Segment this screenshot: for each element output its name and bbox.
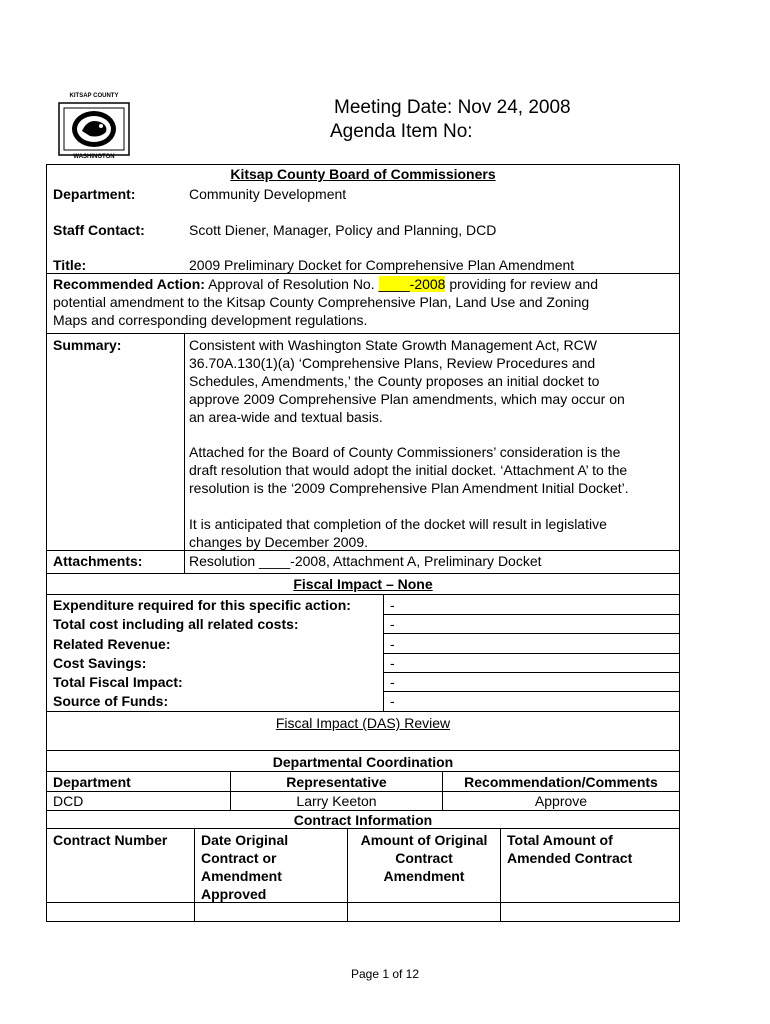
fiscal-impact-title: Fiscal Impact – None <box>293 576 433 592</box>
contract-header-amount-line2: Contract <box>395 850 453 866</box>
fiscal-das-review: Fiscal Impact (DAS) Review <box>275 715 451 731</box>
attachments-value: Resolution ____-2008, Attachment A, Preliminary Docket <box>189 553 542 569</box>
fiscal-row-value: - <box>390 636 395 652</box>
recommended-action-post: providing for review and <box>445 276 598 292</box>
contract-header-date-line3: Amendment <box>201 868 282 884</box>
agenda-item-number: Agenda Item No: <box>330 121 473 142</box>
contract-header-date-line4: Approved <box>201 886 267 902</box>
fiscal-row-value: - <box>390 693 395 709</box>
seal-graphic <box>56 96 132 162</box>
contract-header-amount-line3: Amendment <box>383 868 465 884</box>
fiscal-row-label: Expenditure required for this specific action: <box>53 597 351 613</box>
coordination-title: Departmental Coordination <box>272 754 454 770</box>
contract-header-number: Contract Number <box>53 832 168 848</box>
fiscal-row-label: Source of Funds: <box>53 693 169 709</box>
summary-p1-line5: an area-wide and textual basis. <box>189 409 383 425</box>
attachments-label: Attachments: <box>53 553 143 569</box>
department-value: Community Development <box>189 186 347 202</box>
fiscal-row-label: Total Fiscal Impact: <box>53 674 183 690</box>
coordination-row-recommendation: Approve <box>534 793 588 809</box>
contract-header-date-line1: Date Original <box>201 832 289 848</box>
summary-p2-line2: draft resolution that would adopt the initial docket. ‘Attachment A’ to the <box>189 462 628 478</box>
department-label: Department: <box>53 186 136 202</box>
summary-p2-line3: resolution is the ‘2009 Comprehensive Plan Amendment Initial Docket’. <box>189 480 629 496</box>
contract-header-amount-line1: Amount of Original <box>360 832 488 848</box>
staff-contact-value: Scott Diener, Manager, Policy and Planning, DCD <box>189 222 497 238</box>
contract-title: Contract Information <box>293 812 433 828</box>
summary-p3-line2: changes by December 2009. <box>189 534 368 550</box>
recommended-action-pre: Approval of Resolution No. <box>204 276 379 292</box>
meeting-date: Meeting Date: Nov 24, 2008 <box>334 97 571 118</box>
resolution-year: -2008 <box>409 276 446 292</box>
summary-p1-line4: approve 2009 Comprehensive Plan amendments, which may occur on <box>189 391 625 407</box>
fiscal-row-value: - <box>390 597 395 613</box>
coordination-row-representative: Larry Keeton <box>296 793 377 809</box>
fiscal-row-value: - <box>390 655 395 671</box>
logo-top-text: KITSAP COUNTY <box>69 93 119 99</box>
coordination-header-department: Department <box>53 774 131 790</box>
contract-header-total-line1: Total Amount of <box>507 832 613 848</box>
summary-label: Summary: <box>53 337 122 353</box>
recommended-action-line2: potential amendment to the Kitsap County Comprehensive Plan, Land Use and Zoning <box>53 294 590 310</box>
fiscal-row-label: Related Revenue: <box>53 636 171 652</box>
contract-header-total-line2: Amended Contract <box>507 850 633 866</box>
recommended-action-line1 <box>53 275 598 293</box>
fiscal-row-label: Cost Savings: <box>53 655 147 671</box>
coordination-header-recommendation: Recommendation/Comments <box>464 774 658 790</box>
logo-bottom-text: WASHINGTON <box>73 154 115 160</box>
resolution-blank: ____ <box>378 276 410 292</box>
fiscal-row-value: - <box>390 674 395 690</box>
summary-p2-line1: Attached for the Board of County Commissioners’ consideration is the <box>189 444 621 460</box>
title-label: Title: <box>53 257 87 273</box>
fiscal-row-label: Total cost including all related costs: <box>53 616 299 632</box>
staff-contact-label: Staff Contact: <box>53 222 145 238</box>
fiscal-row-value: - <box>390 616 395 632</box>
coordination-header-representative: Representative <box>286 774 387 790</box>
title-value: 2009 Preliminary Docket for Comprehensive Plan Amendment <box>189 257 575 273</box>
contract-header-date-line2: Contract or <box>201 850 277 866</box>
summary-p1-line2: 36.70A.130(1)(a) ‘Comprehensive Plans, Review Procedures and <box>189 355 596 371</box>
coordination-row-department: DCD <box>53 793 84 809</box>
county-seal-logo <box>56 93 132 162</box>
page-number: Page 1 of 12 <box>350 967 420 981</box>
recommended-action-line3: Maps and corresponding development regulations. <box>53 312 368 328</box>
summary-p1-line3: Schedules, Amendments,’ the County proposes an initial docket to <box>189 373 600 389</box>
summary-p1-line1: Consistent with Washington State Growth Management Act, RCW <box>189 337 597 353</box>
summary-p3-line1: It is anticipated that completion of the docket will result in legislative <box>189 516 607 532</box>
recommended-action-label: Recommended Action: <box>53 276 205 292</box>
board-title: Kitsap County Board of Commissioners <box>230 166 496 182</box>
